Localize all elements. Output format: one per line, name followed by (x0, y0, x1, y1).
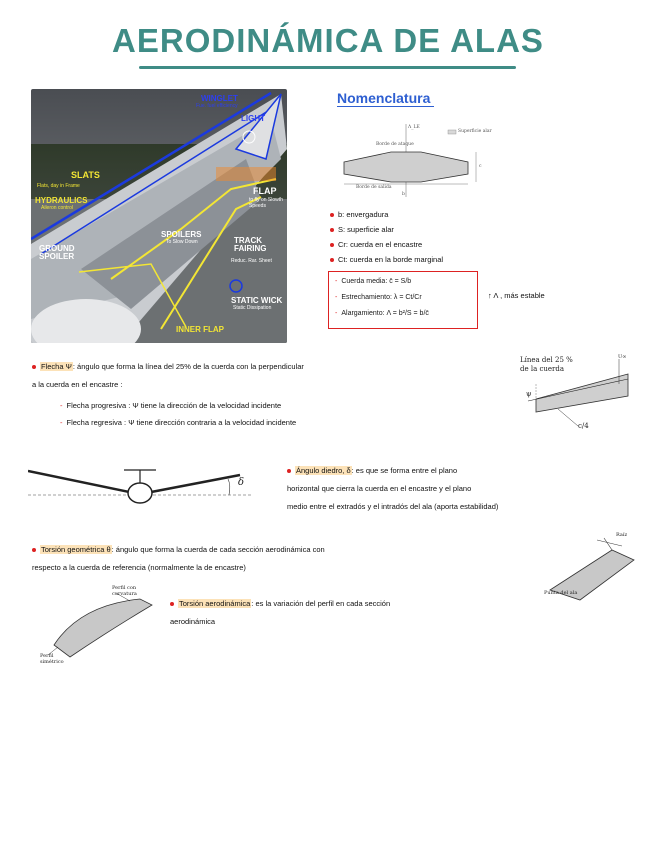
diedro-diagram (28, 465, 253, 513)
torsion-geo-tip: Punta del ala (544, 590, 578, 596)
formula-estrechamiento: - Estrechamiento: λ = Ct/Cr (335, 294, 422, 301)
diedro-drawing (28, 465, 253, 513)
diedro-line-3: medio entre el extradós y el intradós del ala (aporta estabilidad) (287, 502, 499, 511)
label-flap: FLAP (253, 186, 277, 196)
flecha-fig-c4: c/4 (578, 422, 589, 430)
nom-item-1: b: envergadura (330, 210, 388, 219)
planform-lambda: Λ_LE (408, 125, 420, 130)
flecha-fig-u: U∞ (618, 354, 627, 360)
flecha-term: Flecha Ψ (41, 362, 72, 371)
torsion-aero-line-2: aerodinámica (170, 617, 216, 626)
label-hydraulics: HYDRAULICS (35, 196, 88, 205)
bullet-icon (32, 365, 36, 369)
torsion-aero-term: Torsión aerodinámica (179, 599, 251, 608)
label-light: LIGHT (241, 114, 265, 123)
flecha-diagram (518, 354, 638, 434)
flecha-line-2: a la cuerda en el encastre : (32, 380, 123, 389)
torsion-geo-drawing (542, 528, 642, 608)
label-spoilers: SPOILERS (161, 230, 202, 239)
label-slats: SLATS (71, 170, 100, 180)
label-winglet: WINGLET (201, 94, 238, 103)
wing-photo (31, 89, 287, 343)
bullet-icon (170, 602, 174, 606)
bullet-icon (330, 213, 334, 217)
nom-item-3: Cr: cuerda en el encastre (330, 240, 422, 249)
torsion-aero-top: Perfil con curvatura (112, 585, 137, 597)
label-static-wick: STATIC WICK (231, 296, 283, 305)
torsion-aero-diagram (40, 585, 155, 670)
planform-diagram (336, 122, 526, 200)
planform-b: b (402, 192, 405, 197)
torsion-geo-line-2: respecto a la cuerda de referencia (normalmente la de encastre) (32, 563, 246, 572)
page-title: AERODINÁMICA DE ALAS (112, 22, 544, 59)
bullet-icon (330, 228, 334, 232)
torsion-geo-diagram (542, 528, 642, 608)
label-ground-spoiler: GROUND SPOILER (39, 244, 75, 262)
planform-trailing-edge: Borde de salida (356, 185, 392, 190)
bullet-icon (287, 469, 291, 473)
nomenclatura-heading: Nomenclatura (337, 90, 431, 106)
formula-cuerda-media: - Cuerda media: c̄ = S/b (335, 278, 412, 285)
torsion-geo-term: Torsión geométrica θ (41, 545, 111, 554)
planform-legend: Superficie alar (458, 129, 492, 134)
flecha-fig-psi: ψ (526, 390, 532, 398)
planform-leading-edge: Borde de ataque (376, 142, 414, 147)
formula-alargamiento: - Alargamiento: Λ = b²/S = b/c̄ (335, 310, 429, 317)
diedro-line-2: horizontal que cierra la cuerda en el encastre y el plano (287, 484, 472, 493)
flecha-progresiva: - Flecha progresiva : Ψ tiene la dirección de la velocidad incidente (60, 401, 282, 410)
label-inner-flap: INNER FLAP (176, 325, 224, 334)
flecha-fig-label-1: Línea del 25 % (520, 356, 573, 364)
label-static-wick-sub: Static Dissipation (233, 305, 272, 311)
label-flap-sub: to fly on Slowth Speeds (249, 197, 283, 209)
label-slats-sub: Flats, day in Frame (37, 183, 80, 189)
label-winglet-sub: Fue. fuel efficiency (196, 103, 238, 109)
label-hydraulics-sub: Aileron control (41, 205, 73, 211)
torsion-aero-line-1: Torsión aerodinámica: es la variación del perfil en cada sección (170, 599, 390, 608)
label-track-fairing-sub: Reduc. Rar. Sheet (231, 258, 272, 264)
torsion-aero-bottom: Perfil simétrico (40, 653, 64, 665)
label-spoilers-sub: To Slow Down (166, 239, 198, 245)
nom-item-2: S: superficie alar (330, 225, 394, 234)
nomenclatura-underline (337, 106, 434, 107)
bullet-icon (330, 243, 334, 247)
nom-item-4: Ct: cuerda en la borde marginal (330, 255, 443, 264)
torsion-geo-line-1: Torsión geométrica θ: ángulo que forma la cuerda de cada sección aerodinámica con (32, 545, 325, 554)
diedro-line-1: Ángulo diedro, δ: es que se forma entre el plano (287, 466, 457, 475)
title-underline (139, 66, 516, 69)
formula-box (328, 271, 478, 329)
flecha-regresiva: - Flecha regresiva : Ψ tiene dirección contraria a la velocidad incidente (60, 418, 297, 427)
label-track-fairing: TRACK FAIRING (234, 236, 267, 254)
diedro-term: Ángulo diedro, δ (296, 466, 351, 475)
flecha-fig-label-2: de la cuerda (520, 365, 565, 373)
torsion-geo-root: Raíz (616, 532, 628, 538)
bullet-icon (330, 258, 334, 262)
planform-c: c (479, 164, 482, 169)
formula-note: ↑ Λ , más estable (488, 291, 545, 300)
diedro-delta: δ (238, 477, 245, 488)
flecha-line-1: Flecha Ψ: ángulo que forma la línea del 25% de la cuerda con la perpendicular (32, 362, 304, 371)
bullet-icon (32, 548, 36, 552)
